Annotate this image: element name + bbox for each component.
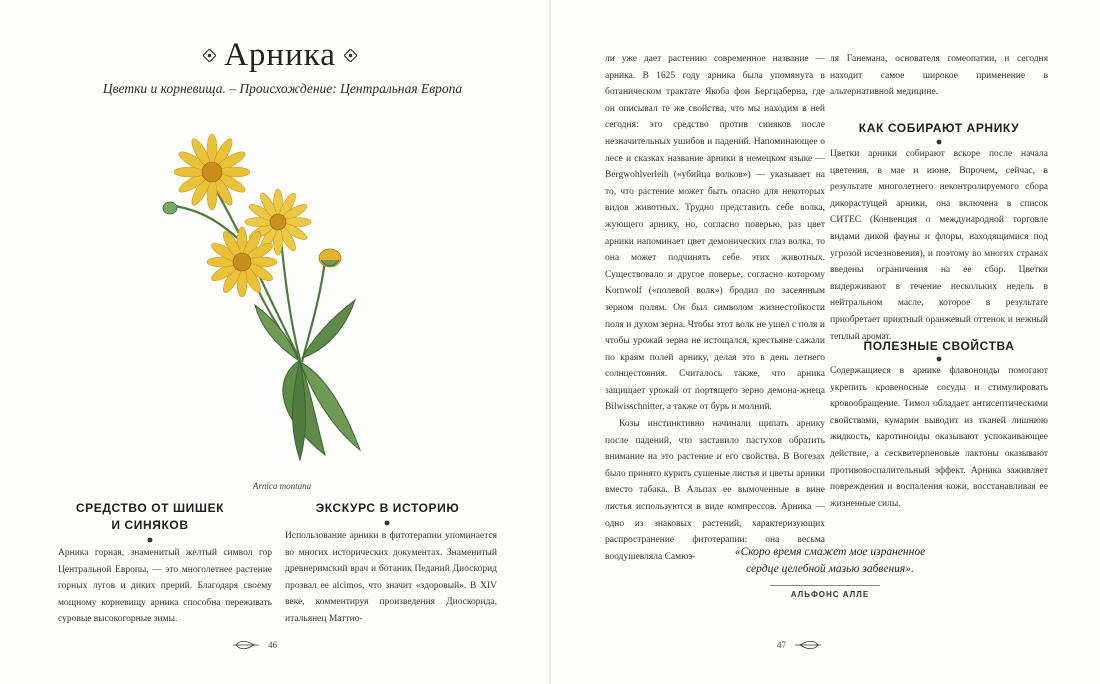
- ornament-diamond-icon: [344, 49, 357, 62]
- section-text-bumps: [58, 545, 272, 628]
- leaf-ornament-icon: [794, 640, 822, 650]
- section-text-history: [285, 528, 497, 628]
- section-text-harvest: [830, 146, 1048, 345]
- paragraph: Козы инстинктивно начинали щипать арнику после падений, что заставило пастухов обратить внимание на это растение и его свойства. В Вогезах было принято курить сушеные листья и цветы арники вместо табака. В Альпах ее вымоченные в вине листья используются в виде компрессов. Арника — одно из знаковых растений, характеризующих распространение фитотерапии: она весьма воодушевляла Самюэ-: [605, 419, 825, 562]
- right-page: [550, 0, 1100, 684]
- section-dot-icon: [936, 356, 942, 362]
- leaf-ornament-icon: [232, 640, 260, 650]
- paragraph: ля Ганемана, основателя гомеопатии, и сегодня находит самое широкое применение в альтернативной медицине.: [830, 54, 1048, 98]
- paragraph: Содержащиеся в арнике флавоноиды помогают укрепить кровеносные сосуды и стимулировать кровообращение. Тимол обладает антисептическими свойствами, кумарин выводит из тканей лишнюю жидкость, каротиноиды оказывают успокаивающее действие, а сесквитерпеновые лактоны оказывают противовоспалительный эффект. Арника заживляет повреждения и воспаления кожи, восстанавливая ее жизненные силы.: [830, 366, 1048, 509]
- quote-line-1: «Скоро время смажет мое израненное: [734, 546, 926, 558]
- flower-bud-left: [163, 202, 177, 214]
- arnica-illustration: [150, 110, 390, 470]
- column-1: [605, 51, 825, 565]
- page-footer-right: [777, 640, 822, 650]
- column-2-intro: [830, 51, 1048, 101]
- page-title: Арника: [224, 36, 336, 73]
- section-dot-icon: [384, 520, 390, 526]
- flower-head-top: [174, 134, 250, 210]
- section-dot-icon: [147, 537, 153, 543]
- page-footer-left: [232, 640, 277, 650]
- title-row: [195, 38, 365, 72]
- epigraph-quote: [700, 544, 960, 578]
- section-heading-bumps: [70, 500, 230, 534]
- leaves: [255, 300, 360, 460]
- paragraph: Арника горная, знаменитый желтый символ гор Центральной Европы, — это многолетнее растение горных лугов и диких прерий. Благодаря своему мощному корневищу арника способна переживать суровые высокогорные зимы.: [58, 548, 272, 625]
- section-heading-properties: ПОЛЕЗНЫЕ СВОЙСТВА: [863, 339, 1015, 353]
- quote-author: АЛЬФОНС АЛЛЕ: [790, 590, 870, 599]
- section-heading-history: ЭКСКУРС В ИСТОРИЮ: [315, 501, 460, 515]
- section-dot-icon: [936, 139, 942, 145]
- section-text-properties: [830, 363, 1048, 512]
- heading-line-2: И СИНЯКОВ: [111, 518, 189, 532]
- quote-divider: [770, 585, 880, 586]
- page-number: 47: [777, 640, 786, 650]
- quote-line-2: сердце целебной мазью забвения».: [746, 563, 914, 575]
- page-subtitle: Цветки и корневища. – Происхождение: Центральная Европа: [102, 81, 463, 96]
- page-number: 46: [268, 640, 277, 650]
- paragraph: Цветки арники собирают вскоре после начала цветения, в мае и июне. Впрочем, сейчас, в результате многолетнего неконтролируемого сбора дикорастущей арники, она включена в список СИТЕС (Конвенция о международной торговле видами дикой фауны и флоры, находящимися под угрозой исчезновения), и поэтому во многих странах введены ограничения на ее сбор. Цветки выдерживают в течение нескольких недель в нейтральном масле, которое в результате приобретает приятный оранжевый оттенок и нежный теплый аромат.: [830, 149, 1048, 342]
- paragraph: ли уже дает растению современное название — арника. В 1625 году арника была упомянута в ботаническом трактате Якоба фон Бергцаберна, где он описывал те же свойства, что мы находим в ней сегодня: это средство против синяков после незначительных ушибов и падений. Напоминающее о лесе и сказках название арники в немецком языке — Bergwohlverleih («убийца волков») — указывает на то, что растение может быть опасно для некоторых видов животных. Трудно представить себе волка, жующего арнику, но, согласно поверью, раз цвет арники напоминает цвет демонических глаз волка, то она может подчинять себе этих животных. Существовало и другое поверье, согласно которому Kornwolf («полевой волк») бродил по засеянным зерном полям. Он был символом жизнестойкости поля и духом зерна. Чтобы этот волк не ушел с поля и чтобы урожай зерна не истощался, крестьяне сажали по краям полей арнику, делая это в день летнего солнцестояния. Считалось также, что арника защищает урожай от портящего зерно демона-жнеца Bilwisschnitter, а также от бурь и молний.: [605, 54, 825, 413]
- section-heading-harvest: КАК СОБИРАЮТ АРНИКУ: [858, 121, 1020, 135]
- heading-line-1: СРЕДСТВО ОТ ШИШЕК: [75, 501, 225, 515]
- ornament-diamond-icon: [203, 49, 216, 62]
- paragraph: Использование арники в фитотерапии упоминается во многих исторических документах. Знаменитый древнеримский врач и ботаник Педаний Диоскорид прозвал ее alcimos, что значит «здоровый». В XIV веке, комментируя произведения Диоскорида, итальянец Маттио-: [285, 531, 497, 624]
- illustration-caption: Arnica montana: [252, 481, 312, 491]
- flower-bud-right: [319, 249, 341, 267]
